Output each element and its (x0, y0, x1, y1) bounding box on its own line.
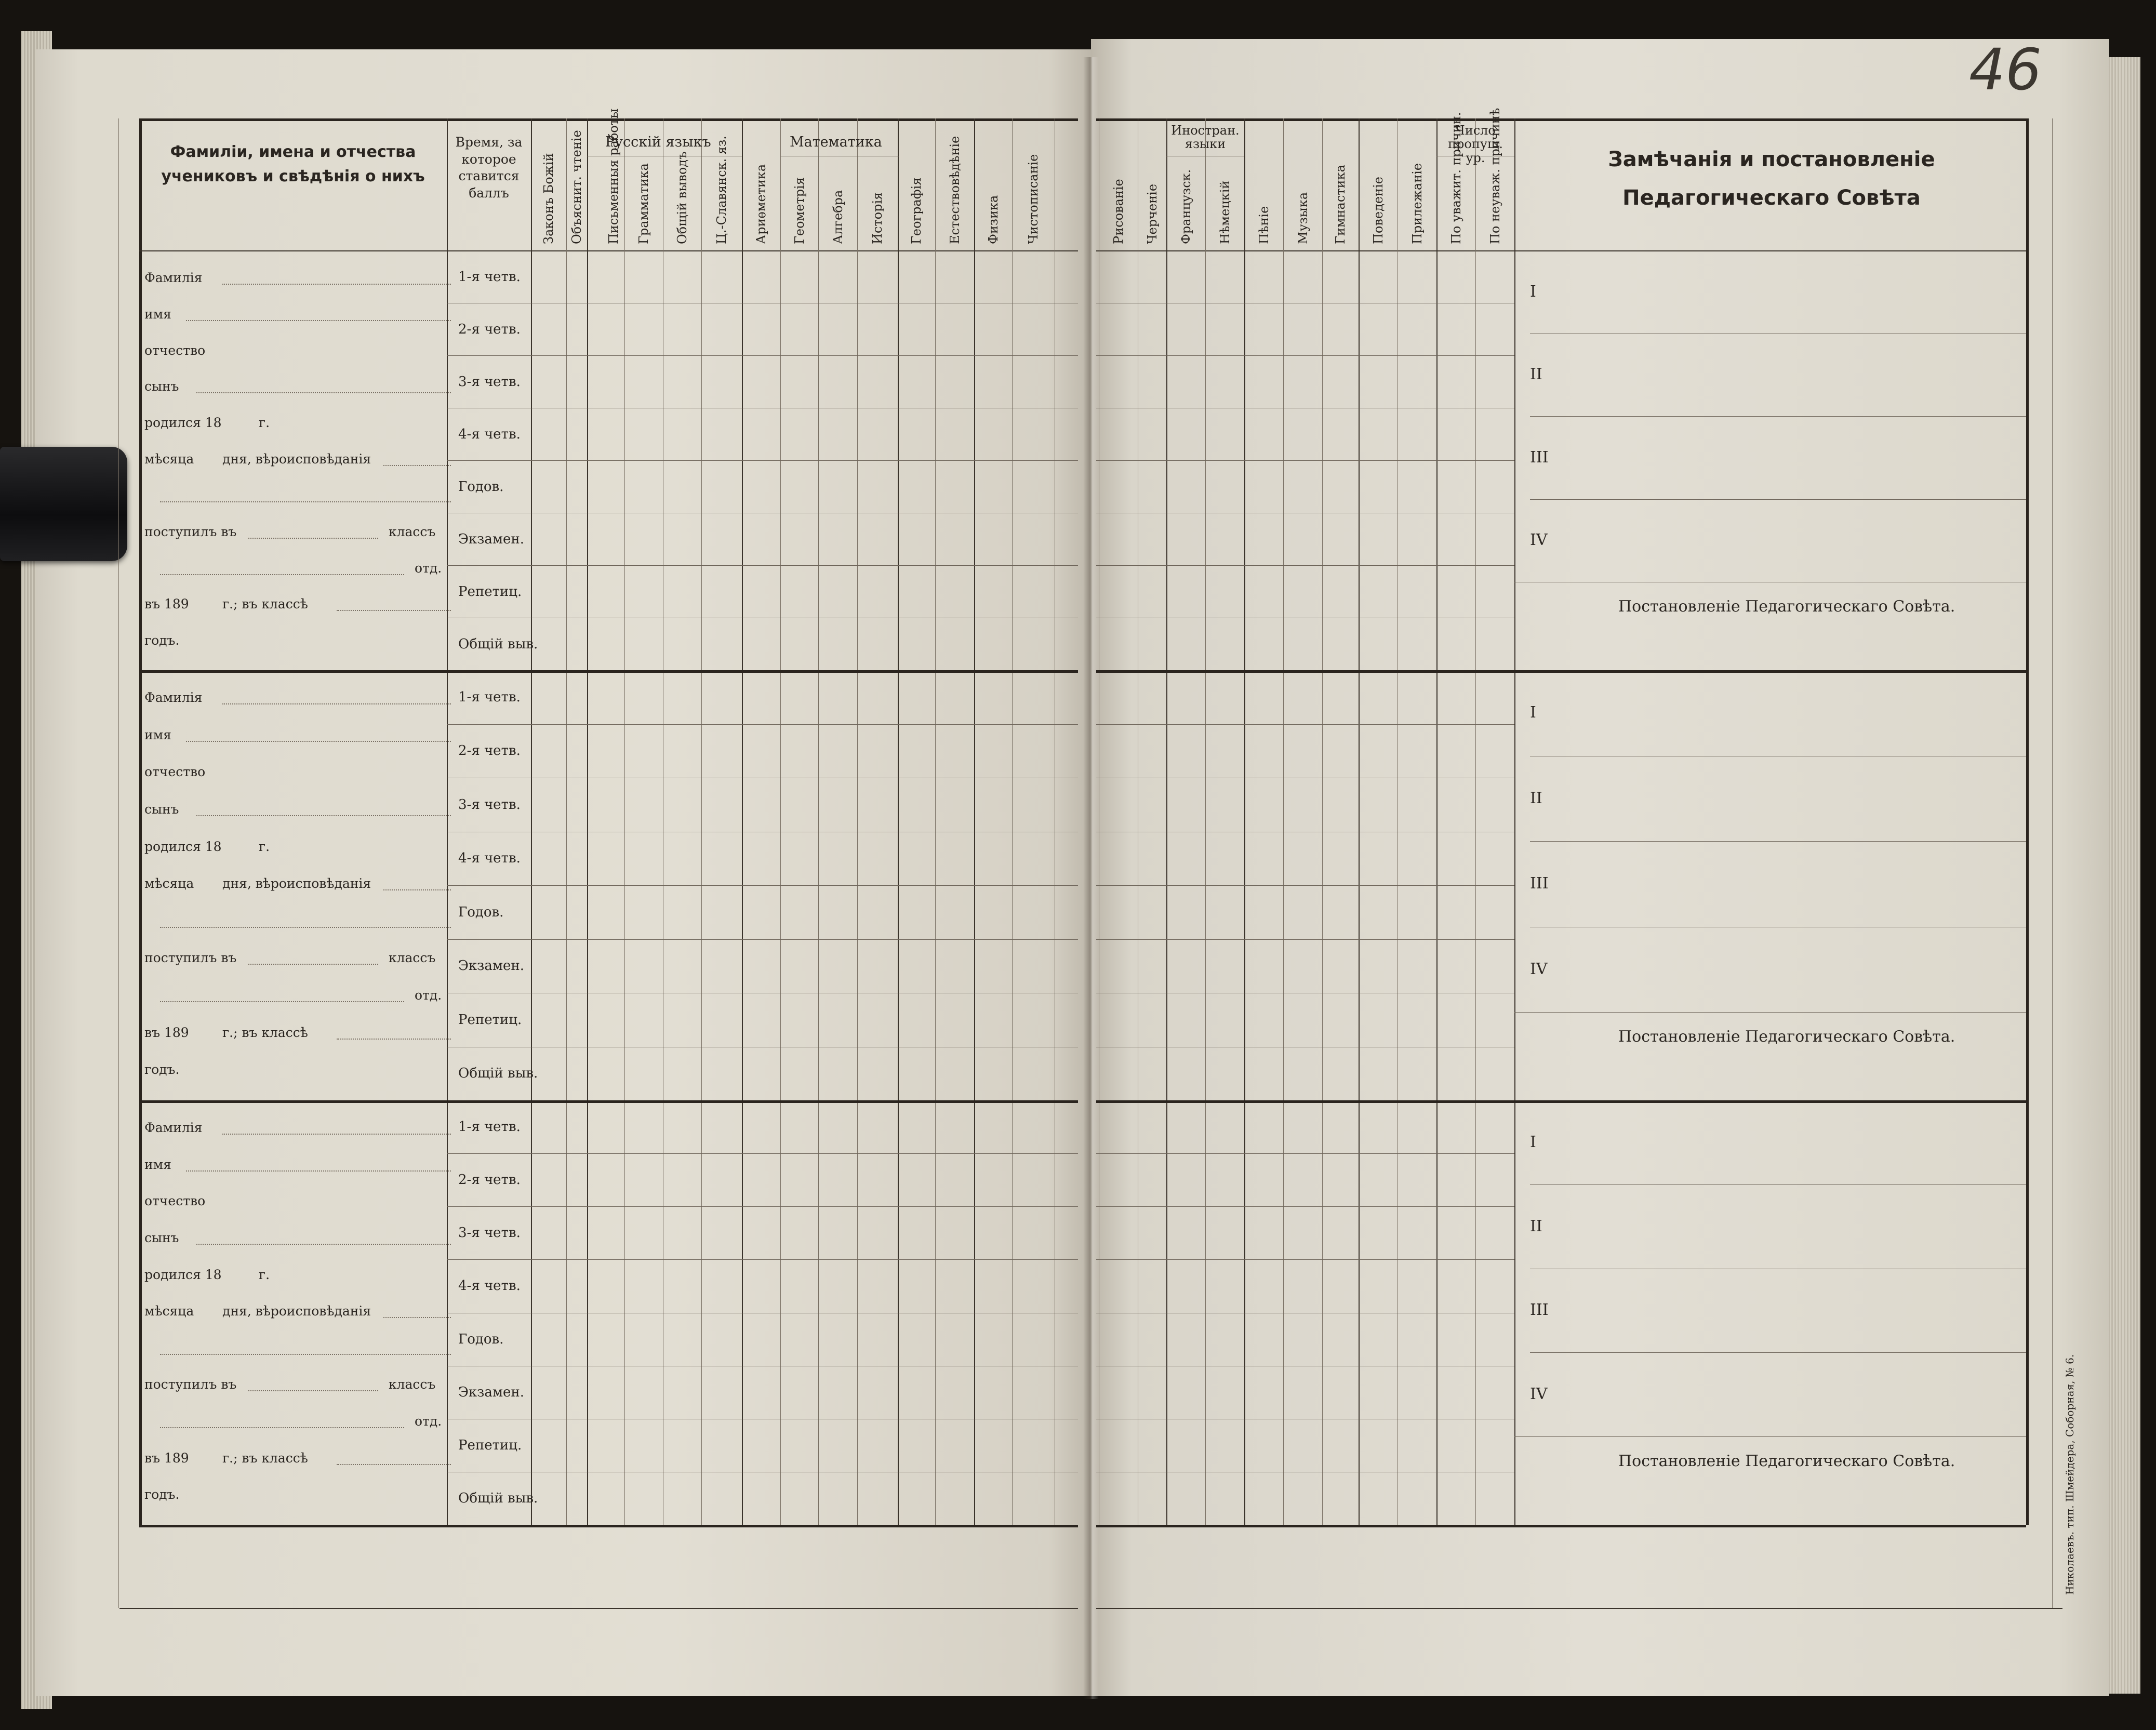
subject-header-label: Геометрiя (792, 177, 807, 244)
period-label: 4-я четв. (458, 1278, 521, 1294)
student-field-label: годъ. (144, 633, 180, 648)
period-label: Общiй выв. (458, 1066, 538, 1082)
council-decision-label: Постановленiе Педагогическаго Совѣта. (1618, 1452, 1955, 1470)
student-field-line (383, 465, 451, 466)
period-label: Репетиц. (458, 1437, 522, 1453)
quarter-roman-numeral: III (1530, 1301, 1549, 1320)
period-label: Годов. (458, 1331, 504, 1347)
period-row-line-right (1096, 1206, 1514, 1207)
student-field-label: классъ (389, 524, 436, 539)
period-label: Годов. (458, 904, 504, 920)
period-label: 3-я четв. (458, 796, 521, 813)
student-field-line (337, 1464, 451, 1465)
student-field-label: годъ. (144, 1062, 180, 1077)
student-field-line (160, 1427, 404, 1428)
student-field-line (248, 964, 378, 965)
quarter-roman-numeral: III (1530, 874, 1549, 893)
names-col-divider (447, 118, 448, 1525)
student-field-line (337, 1039, 451, 1040)
student-block-divider-left (139, 670, 1078, 673)
subject-col-divider (818, 118, 819, 1525)
student-field-line (160, 1001, 404, 1002)
student-field-label: дня, вѣроисповѣданiя (222, 1303, 371, 1319)
period-label: 3-я четв. (458, 374, 521, 390)
student-field-label: г. (259, 415, 270, 431)
period-label: Репетиц. (458, 583, 522, 600)
student-field-line (160, 501, 451, 502)
subject-col-divider (566, 118, 567, 1525)
student-field-label: въ 189 (144, 596, 189, 612)
period-label: Репетиц. (458, 1012, 522, 1028)
student-field-line (186, 741, 451, 742)
subject-col-divider (1012, 118, 1013, 1525)
table-bottom-border-left (139, 1525, 1078, 1527)
subject-header-label: Нѣмецкiй (1217, 180, 1232, 244)
student-field-label: мѣсяца (144, 876, 194, 891)
student-field-label: родился 18 (144, 839, 222, 854)
period-row-line-left (447, 1259, 1078, 1260)
student-field-line (160, 574, 404, 575)
student-field-label: въ 189 (144, 1450, 189, 1466)
remarks-quarter-line (1530, 841, 2026, 842)
quarter-roman-numeral: I (1530, 282, 1536, 301)
student-block-divider-left (139, 1100, 1078, 1103)
period-label: 2-я четв. (458, 1172, 521, 1188)
subject-header-label: Письменныя работы (606, 108, 621, 244)
header-names-col: Фамилiи, имена и отчества учениковъ и свѣдѣнiя о нихъ (161, 143, 425, 185)
remarks-quarter-line (1530, 499, 2026, 500)
quarter-roman-numeral: II (1530, 365, 1542, 384)
subject-header-label: По уважит. причин. (1448, 112, 1463, 244)
student-field-line (222, 703, 451, 704)
student-field-label: отд. (415, 988, 442, 1003)
student-field-label: поступилъ въ (144, 1377, 237, 1392)
book-spine-fold (1083, 57, 1099, 1699)
student-field-line (248, 1390, 378, 1391)
subject-col-divider (898, 118, 899, 1525)
table-right-border (2026, 118, 2029, 1525)
student-field-label: г. (259, 1267, 270, 1282)
remarks-quarter-line (1530, 416, 2026, 417)
student-field-line (160, 927, 451, 928)
quarter-roman-numeral: I (1530, 703, 1536, 722)
subject-header-label: Исторiя (870, 192, 885, 244)
period-row-line-right (1096, 355, 1514, 356)
period-label: Годов. (458, 478, 504, 495)
period-label: 1-я четв. (458, 1119, 521, 1135)
student-field-label: сынъ (144, 801, 179, 817)
student-field-line (337, 610, 451, 611)
subject-header-label: Физика (986, 195, 1001, 244)
subject-header-label: Ариѳметика (754, 164, 768, 244)
quarter-roman-numeral: IV (1530, 960, 1548, 978)
student-field-label: Фамилiя (144, 1120, 203, 1135)
subject-header-label: Черченiе (1144, 183, 1160, 244)
page-right-vertical-rule (2052, 118, 2053, 1608)
subject-header-label: Музыка (1295, 192, 1310, 244)
subject-header-label: Общiй выводъ (675, 151, 689, 244)
student-field-line (383, 889, 451, 890)
subject-header-label: Французск. (1178, 169, 1193, 244)
subject-header-label: Алгебра (830, 190, 845, 244)
student-field-label: дня, вѣроисповѣданiя (222, 876, 371, 891)
period-label: 2-я четв. (458, 321, 521, 337)
student-block-divider-right (1096, 670, 2026, 673)
quarter-roman-numeral: II (1530, 1217, 1542, 1235)
printer-imprint: Николаевъ. тип. Шмейдера, Соборная, № 6. (2064, 1354, 2076, 1595)
subject-col-divider (742, 118, 743, 1525)
header-absence-group: Число пропущ. ур. (1448, 123, 1503, 165)
subject-header-label: Ц.-Славянск. яз. (714, 136, 729, 244)
period-row-line-left (447, 939, 1078, 940)
quarter-roman-numeral: I (1530, 1133, 1536, 1151)
period-row-line-left (447, 355, 1078, 356)
student-field-label: отд. (415, 1414, 442, 1429)
table-bottom-border-right (1096, 1525, 2026, 1527)
table-left-border (139, 118, 142, 1525)
period-label: 4-я четв. (458, 850, 521, 867)
left-page (36, 49, 1091, 1696)
subject-header-label: Прилежанiе (1409, 163, 1425, 244)
header-bottom-left (139, 250, 1078, 251)
student-field-label: г.; въ классѣ (222, 596, 308, 612)
period-label: Общiй выв. (458, 636, 538, 652)
page-number: 46 (1969, 36, 2042, 103)
subject-header-label: Грамматика (636, 163, 651, 244)
subject-header-label: Гимнастика (1333, 165, 1348, 244)
subject-col-divider (1359, 118, 1360, 1525)
subject-col-divider (1283, 118, 1284, 1525)
page-bottom-rule-left (119, 1608, 1078, 1609)
council-decision-label: Постановленiе Педагогическаго Совѣта. (1618, 597, 1955, 616)
period-label: Экзамен. (458, 531, 525, 547)
student-field-label: Фамилiя (144, 270, 203, 285)
student-field-line (196, 815, 451, 816)
subject-col-divider (701, 118, 702, 1525)
subject-col-divider (1322, 118, 1323, 1525)
quarter-roman-numeral: III (1530, 448, 1549, 467)
student-field-line (186, 1170, 451, 1172)
period-row-line-right (1096, 885, 1514, 886)
period-label: Общiй выв. (458, 1490, 538, 1506)
student-field-line (248, 538, 378, 539)
student-field-label: сынъ (144, 1230, 179, 1245)
header-math-group: Математика (790, 134, 882, 150)
time-col-divider (531, 118, 532, 1525)
period-row-line-right (1096, 724, 1514, 725)
period-row-line-right (1096, 565, 1514, 566)
subject-col-divider (624, 118, 625, 1525)
student-field-label: мѣсяца (144, 1303, 194, 1319)
council-decision-line (1514, 1436, 2026, 1437)
quarter-roman-numeral: II (1530, 789, 1542, 807)
period-row-line-right (1096, 460, 1514, 461)
header-remarks-col: Замѣчанiя и постановленiе Педагогическаго Совѣта (1608, 148, 1935, 210)
subject-col-divider (1436, 118, 1438, 1525)
period-label: 1-я четв. (458, 689, 521, 705)
subject-header-label: По неуваж. причинѣ (1487, 108, 1502, 244)
subject-header-label: Естествовѣдѣнiе (947, 136, 962, 244)
student-field-label: отд. (415, 560, 442, 576)
subject-header-label: Рисованiе (1111, 179, 1126, 244)
subject-header-label: Поведенiе (1370, 177, 1386, 244)
subject-col-divider (1514, 118, 1515, 1525)
student-field-label: Фамилiя (144, 690, 203, 705)
period-row-line-left (447, 460, 1078, 461)
table-top-border-right (1096, 118, 2026, 121)
right-page (1091, 39, 2109, 1696)
subject-header-label: Чистописанiе (1026, 154, 1041, 244)
period-label: Экзамен. (458, 958, 525, 974)
student-field-label: г. (259, 839, 270, 854)
student-field-label: имя (144, 727, 171, 742)
subject-header-label: Географiя (909, 177, 924, 244)
student-field-line (196, 392, 451, 393)
period-label: 4-я четв. (458, 426, 521, 442)
student-field-line (160, 1354, 451, 1355)
student-field-label: поступилъ въ (144, 950, 237, 966)
student-field-label: поступилъ въ (144, 524, 237, 539)
quarter-roman-numeral: IV (1530, 531, 1548, 550)
student-field-label: отчество (144, 1193, 206, 1209)
student-field-label: сынъ (144, 379, 179, 394)
student-field-line (196, 1244, 451, 1245)
student-field-line (222, 1134, 451, 1135)
header-time-col: Время, за которое ставится баллъ (455, 135, 523, 201)
header-russian-group: Русскiй языкъ (605, 134, 711, 150)
student-field-label: имя (144, 306, 171, 322)
student-field-label: классъ (389, 1377, 436, 1392)
quarter-roman-numeral: IV (1530, 1385, 1548, 1404)
student-field-line (222, 284, 451, 285)
student-field-label: классъ (389, 950, 436, 966)
page-left-vertical-rule (118, 118, 119, 1608)
student-field-label: мѣсяца (144, 451, 194, 467)
period-row-line-left (447, 724, 1078, 725)
student-field-label: г.; въ классѣ (222, 1024, 308, 1040)
subject-col-divider (1205, 118, 1206, 1525)
period-row-line-right (1096, 939, 1514, 940)
remarks-quarter-line (1530, 1352, 2026, 1353)
student-field-label: дня, вѣроисповѣданiя (222, 451, 371, 467)
period-row-line-left (447, 1153, 1078, 1154)
period-label: Экзамен. (458, 1384, 525, 1400)
student-field-label: отчество (144, 342, 206, 358)
student-field-line (186, 320, 451, 321)
student-field-label: въ 189 (144, 1024, 189, 1040)
subject-header-label: Объяснит. чтенiе (569, 130, 584, 244)
student-field-line (383, 1317, 451, 1318)
bookmark-ribbon (0, 447, 127, 561)
period-row-line-left (447, 565, 1078, 566)
subject-header-label: Законъ Божiй (541, 153, 556, 244)
student-field-label: годъ. (144, 1487, 180, 1502)
period-row-line-left (447, 1206, 1078, 1207)
student-field-label: имя (144, 1156, 171, 1172)
period-label: 2-я четв. (458, 743, 521, 759)
council-decision-line (1514, 1012, 2026, 1013)
student-field-label: г.; въ классѣ (222, 1450, 308, 1466)
header-bottom-right (1096, 250, 2026, 251)
student-field-label: родился 18 (144, 415, 222, 431)
subject-col-divider (780, 118, 781, 1525)
period-label: 3-я четв. (458, 1225, 521, 1241)
period-row-line-left (447, 885, 1078, 886)
student-block-divider-right (1096, 1100, 2026, 1103)
council-decision-label: Постановленiе Педагогическаго Совѣта. (1618, 1028, 1955, 1046)
subject-col-divider (1244, 118, 1245, 1525)
period-row-line-right (1096, 1153, 1514, 1154)
period-row-line-right (1096, 1259, 1514, 1260)
subject-col-divider (587, 118, 588, 1525)
subject-col-divider (1166, 118, 1167, 1525)
page-bottom-rule-right (1096, 1608, 2062, 1609)
subject-col-divider (974, 118, 975, 1525)
period-label: 1-я четв. (458, 269, 521, 285)
student-field-label: отчество (144, 764, 206, 780)
subject-col-divider (857, 118, 858, 1525)
subject-col-divider (1475, 118, 1476, 1525)
subject-header-label: Пѣнiе (1256, 206, 1271, 244)
header-foreign-group: Иностран. языки (1171, 123, 1240, 152)
student-field-label: родился 18 (144, 1267, 222, 1282)
subject-col-divider (935, 118, 936, 1525)
